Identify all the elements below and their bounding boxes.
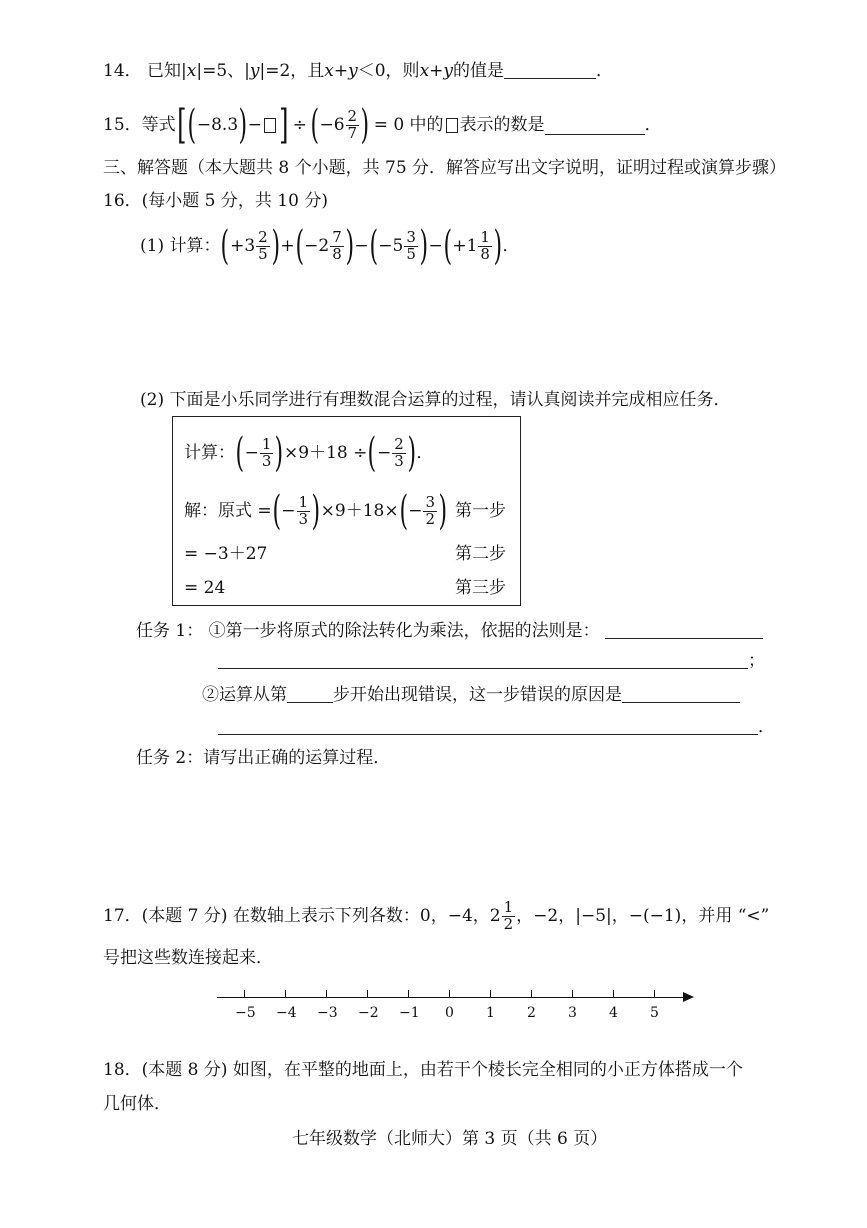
number-line-tick-label: −4 (276, 1005, 297, 1021)
operator: − (281, 500, 296, 521)
value: −6 (319, 114, 345, 135)
punct: ． (596, 61, 613, 81)
number-line-tick (408, 990, 409, 998)
task-text: ①第一步将原式的除法转化为乘法，依据的法则是： (208, 621, 600, 641)
q14-text: ＜0，则 (357, 61, 420, 81)
operator: ÷ (292, 114, 307, 135)
numerator: 3 (406, 227, 416, 246)
number-line-tick-label: 1 (486, 1005, 495, 1021)
number-line-tick-label: −2 (358, 1005, 379, 1021)
number-line-tick-label: −5 (235, 1005, 256, 1021)
operator: − (354, 235, 369, 256)
fraction (256, 227, 270, 263)
q14-text: |=2，且 (259, 61, 325, 81)
q16-part1 (140, 222, 520, 270)
punct: ； (748, 651, 765, 671)
fraction (260, 434, 274, 470)
var-x: x (186, 61, 197, 81)
q17-text: ，−(−1)，并用 “<” (611, 905, 770, 926)
q17-line2: 号把这些数连接起来． (103, 948, 273, 968)
task1-b-line2 (218, 716, 775, 736)
step-label: 第一步 (455, 501, 506, 521)
question-16-header: 16．(每小题 5 分，共 10 分) (103, 191, 328, 211)
paren: ) (274, 430, 284, 476)
q15-text: 表示的数是 (459, 114, 545, 135)
q14-text: 的值是 (453, 61, 504, 81)
punct: ． (644, 114, 662, 135)
numerator: 3 (425, 492, 436, 511)
arrow-icon (683, 992, 694, 1002)
box-line-3: = 24 (184, 578, 226, 598)
number-line-tick-label: 5 (650, 1005, 659, 1021)
answer-blank[interactable] (605, 620, 763, 639)
denominator: 8 (480, 244, 490, 263)
answer-blank[interactable] (218, 716, 758, 735)
var-y: y (249, 61, 260, 81)
numerator: 1 (298, 492, 309, 511)
number-line-tick (613, 990, 614, 998)
question-15 (103, 103, 662, 147)
paren: ( (367, 430, 377, 476)
box-calc-line (184, 430, 433, 476)
paren: ) (238, 102, 248, 148)
answer-blank[interactable] (218, 650, 748, 669)
number-line-tick (654, 990, 655, 998)
solution-expr: ×9＋18× (320, 500, 399, 521)
denominator: 5 (258, 244, 268, 263)
mixed-number-whole: +3 (230, 235, 256, 256)
punct: ． (502, 235, 520, 256)
denominator: 2 (425, 509, 436, 528)
paren: ) (271, 223, 280, 269)
answer-blank[interactable] (287, 684, 333, 703)
mixed-number-whole: +1 (452, 235, 478, 256)
question-18: 18．(本题 8 分) 如图，在平整的地面上，由若干个棱长完全相同的小正方体搭成一个 (103, 1060, 743, 1080)
task1-a-line2 (218, 650, 765, 670)
q17-text: 17．(本题 7 分) 在数轴上表示下列各数：0，−4，2 (103, 905, 501, 926)
step-label: 第三步 (455, 578, 506, 598)
fraction (346, 106, 360, 142)
paren: ( (369, 223, 378, 269)
paren: ( (272, 488, 281, 534)
task1-b (202, 684, 740, 704)
paren: ) (345, 223, 354, 269)
fraction (502, 897, 516, 933)
value: −8.3 (196, 114, 239, 135)
blank-square (264, 118, 276, 133)
number-line-tick-label: −1 (399, 1005, 420, 1021)
denominator: 3 (261, 451, 272, 470)
number-line-tick-label: 0 (445, 1005, 454, 1021)
question-number: 15． (103, 114, 142, 135)
operator: − (408, 500, 423, 521)
answer-blank[interactable] (504, 60, 596, 79)
question-number: 14． (103, 61, 142, 81)
task-text: 步开始出现错误，这一步错误的原因是 (333, 685, 622, 705)
numerator: 1 (480, 227, 490, 246)
paren: ( (310, 102, 319, 148)
section-heading: 三、解答题（本大题共 8 个小题，共 75 分．解答应写出文字说明，证明过程或演算步骤） (103, 158, 787, 178)
number-line-tick-label: 2 (527, 1005, 536, 1021)
task2: 任务 2：请写出正确的运算过程． (136, 748, 391, 768)
abs-value: |−5| (575, 905, 612, 926)
paren: ) (493, 223, 503, 269)
numerator: 1 (503, 897, 514, 916)
q14-text: |=5、| (196, 61, 250, 81)
punct: ． (416, 442, 434, 463)
q16-part2-intro: (2) 下面是小乐同学进行有理数混合运算的过程，请认真阅读并完成相应任务． (140, 390, 731, 410)
q14-text: 已知| (147, 61, 187, 81)
paren: ( (443, 223, 452, 269)
number-line-tick (244, 990, 245, 998)
q15-text: 等式 (141, 114, 176, 135)
calc-label: 计算： (184, 442, 235, 463)
part-label: (1) 计算： (140, 235, 221, 256)
paren: ( (187, 102, 197, 148)
operator: − (428, 235, 443, 256)
blank-square (446, 118, 458, 133)
page-footer: 七年级数学（北师大）第 3 页（共 6 页） (292, 1129, 608, 1149)
fraction (297, 492, 311, 528)
paren: ( (399, 488, 408, 534)
number-line-tick (572, 990, 573, 998)
number-line-tick-label: 3 (568, 1005, 577, 1021)
denominator: 3 (394, 451, 404, 470)
denominator: 2 (503, 914, 514, 933)
bracket: [ (176, 102, 187, 148)
operator: + (280, 235, 295, 256)
calc-expr: ×9＋18 ÷ (284, 442, 368, 463)
number-line (217, 997, 687, 998)
paren: ) (360, 102, 370, 148)
number-line-tick (531, 990, 532, 998)
task-text: ②运算从第 (202, 685, 287, 705)
mixed-number-whole: −5 (378, 235, 404, 256)
task-label: 任务 1： (136, 621, 204, 641)
denominator: 7 (347, 123, 358, 142)
box-line-2: = −3＋27 (184, 544, 268, 564)
fraction (423, 492, 437, 528)
answer-blank[interactable] (545, 116, 645, 135)
paren: ( (220, 223, 230, 269)
number-line-tick (326, 990, 327, 998)
operator: − (247, 114, 262, 135)
number-line-tick (367, 990, 368, 998)
question-17 (103, 893, 769, 939)
numerator: 2 (394, 434, 404, 453)
denominator: 3 (298, 509, 309, 528)
mixed-number-whole: −2 (304, 235, 330, 256)
paren: ( (235, 430, 245, 476)
paren: ( (295, 223, 304, 269)
number-line-tick-label: 4 (609, 1005, 618, 1021)
solution-label: 解：原式 = (184, 500, 272, 521)
denominator: 5 (406, 244, 416, 263)
q15-text: = 0 中的 (373, 114, 444, 135)
numerator: 2 (258, 227, 268, 246)
punct: ． (758, 717, 775, 737)
number-line-tick (490, 990, 491, 998)
fraction (478, 227, 492, 263)
expr: x+y (419, 61, 453, 81)
numerator: 7 (332, 227, 342, 246)
step-label: 第二步 (455, 544, 506, 564)
answer-blank[interactable] (622, 684, 740, 703)
question-14 (103, 60, 613, 80)
fraction (392, 434, 406, 470)
paren: ) (438, 488, 448, 534)
q17-text: ，−2， (516, 905, 576, 926)
bracket: ] (279, 102, 289, 148)
box-solution-line (184, 488, 448, 534)
fraction (404, 227, 418, 263)
denominator: 8 (332, 244, 342, 263)
numerator: 2 (347, 106, 358, 125)
number-line-tick-label: −3 (317, 1005, 338, 1021)
number-line-tick (285, 990, 286, 998)
operator: − (376, 442, 392, 463)
paren: ) (407, 430, 416, 476)
number-line-tick (449, 990, 450, 998)
q18-line2: 几何体． (103, 1094, 171, 1114)
numerator: 1 (261, 434, 272, 453)
task1-a (136, 620, 763, 640)
expr: x+y (324, 61, 358, 81)
paren: ) (419, 223, 428, 269)
fraction (330, 227, 344, 263)
operator: − (244, 442, 259, 463)
paren: ) (311, 488, 321, 534)
